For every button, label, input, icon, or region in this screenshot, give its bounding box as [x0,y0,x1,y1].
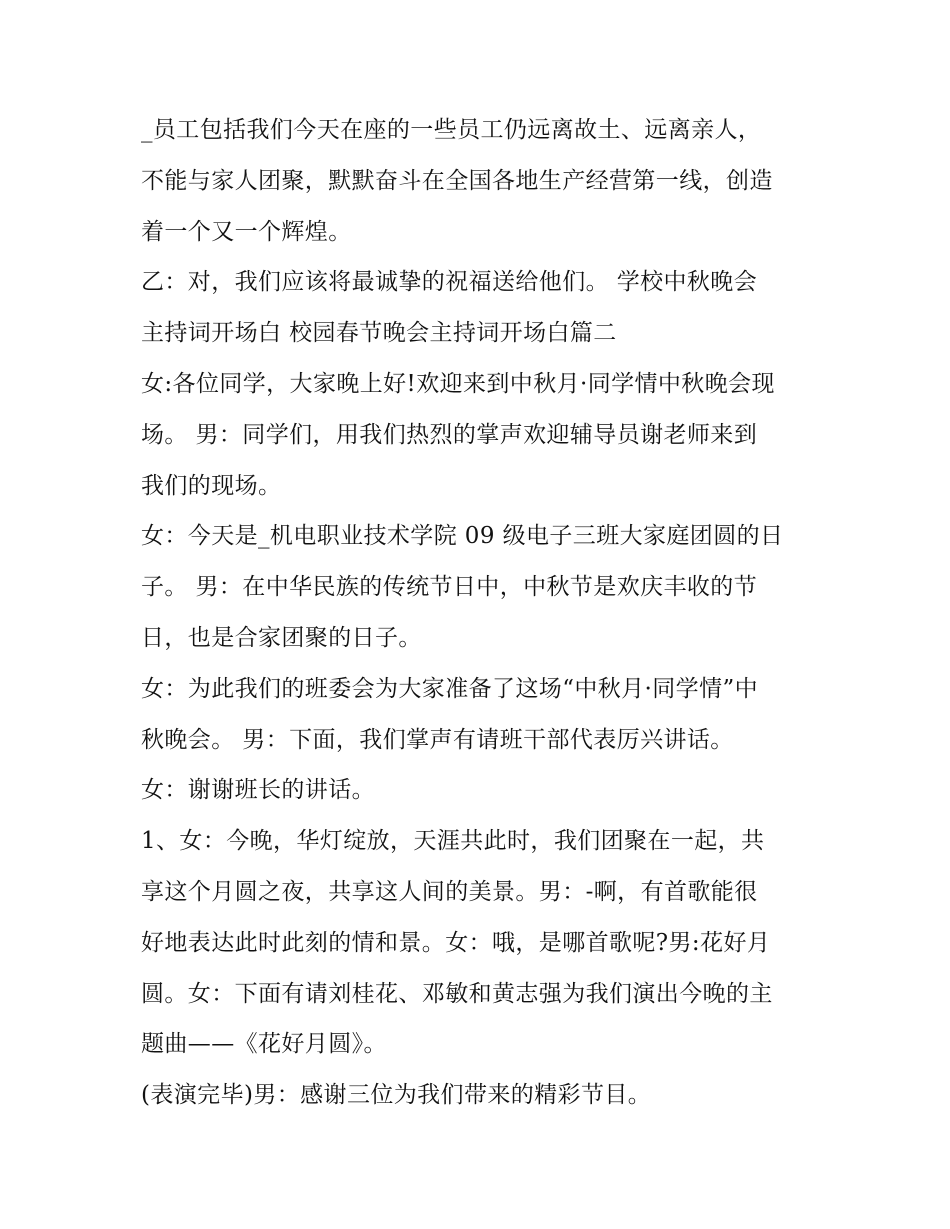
text-line: 子。 男：在中华民族的传统节日中，中秋节是欢庆丰收的节 [141,574,758,601]
text-line: 场。 男：同学们，用我们热烈的掌声欢迎辅导员谢老师来到 [141,421,758,448]
text-line: 圆。女：下面有请刘桂花、邓敏和黄志强为我们演出今晚的主 [141,980,773,1007]
text-line: _员工包括我们今天在座的一些员工仍远离故土、远离亲人， [141,117,762,143]
text-line: 女：为此我们的班委会为大家准备了这场“中秋月·同学情”中 [141,675,759,702]
text-line: 题曲——《花好月圆》。 [141,1031,387,1058]
text-line: 日，也是合家团聚的日子。 [141,624,422,651]
text-line: 好地表达此时此刻的情和景。女：哦，是哪首歌呢?男:花好月 [141,929,771,956]
text-line: 秋晚会。 男：下面，我们掌声有请班干部代表厉兴讲话。 [141,726,734,753]
document-body [141,105,821,1121]
text-line: 主持词开场白 校园春节晚会主持词开场白篇二 [141,320,617,347]
text-line: (表演完毕)男：感谢三位为我们带来的精彩节目。 [141,1082,652,1109]
text-line: 1、女：今晚，华灯绽放，天涯共此时，我们团聚在一起，共 [141,828,765,855]
text-line: 不能与家人团聚，默默奋斗在全国各地生产经营第一线，创造 [141,167,773,194]
text-line: 女:各位同学，大家晚上好!欢迎来到中秋月·同学情中秋晚会现 [141,370,775,397]
text-line: 享这个月圆之夜，共享这人间的美景。男：-啊，有首歌能很 [141,878,758,905]
text-line: 乙：对，我们应该将最诚挚的祝福送给他们。 学校中秋晚会 [141,269,758,296]
text-line: 着一个又一个辉煌。 [141,218,352,245]
text-line: 女：今天是_机电职业技术学院 09 级电子三班大家庭团圆的日 [141,523,784,550]
text-line: 女：谢谢班长的讲话。 [141,777,375,804]
text-line: 我们的现场。 [141,472,282,499]
